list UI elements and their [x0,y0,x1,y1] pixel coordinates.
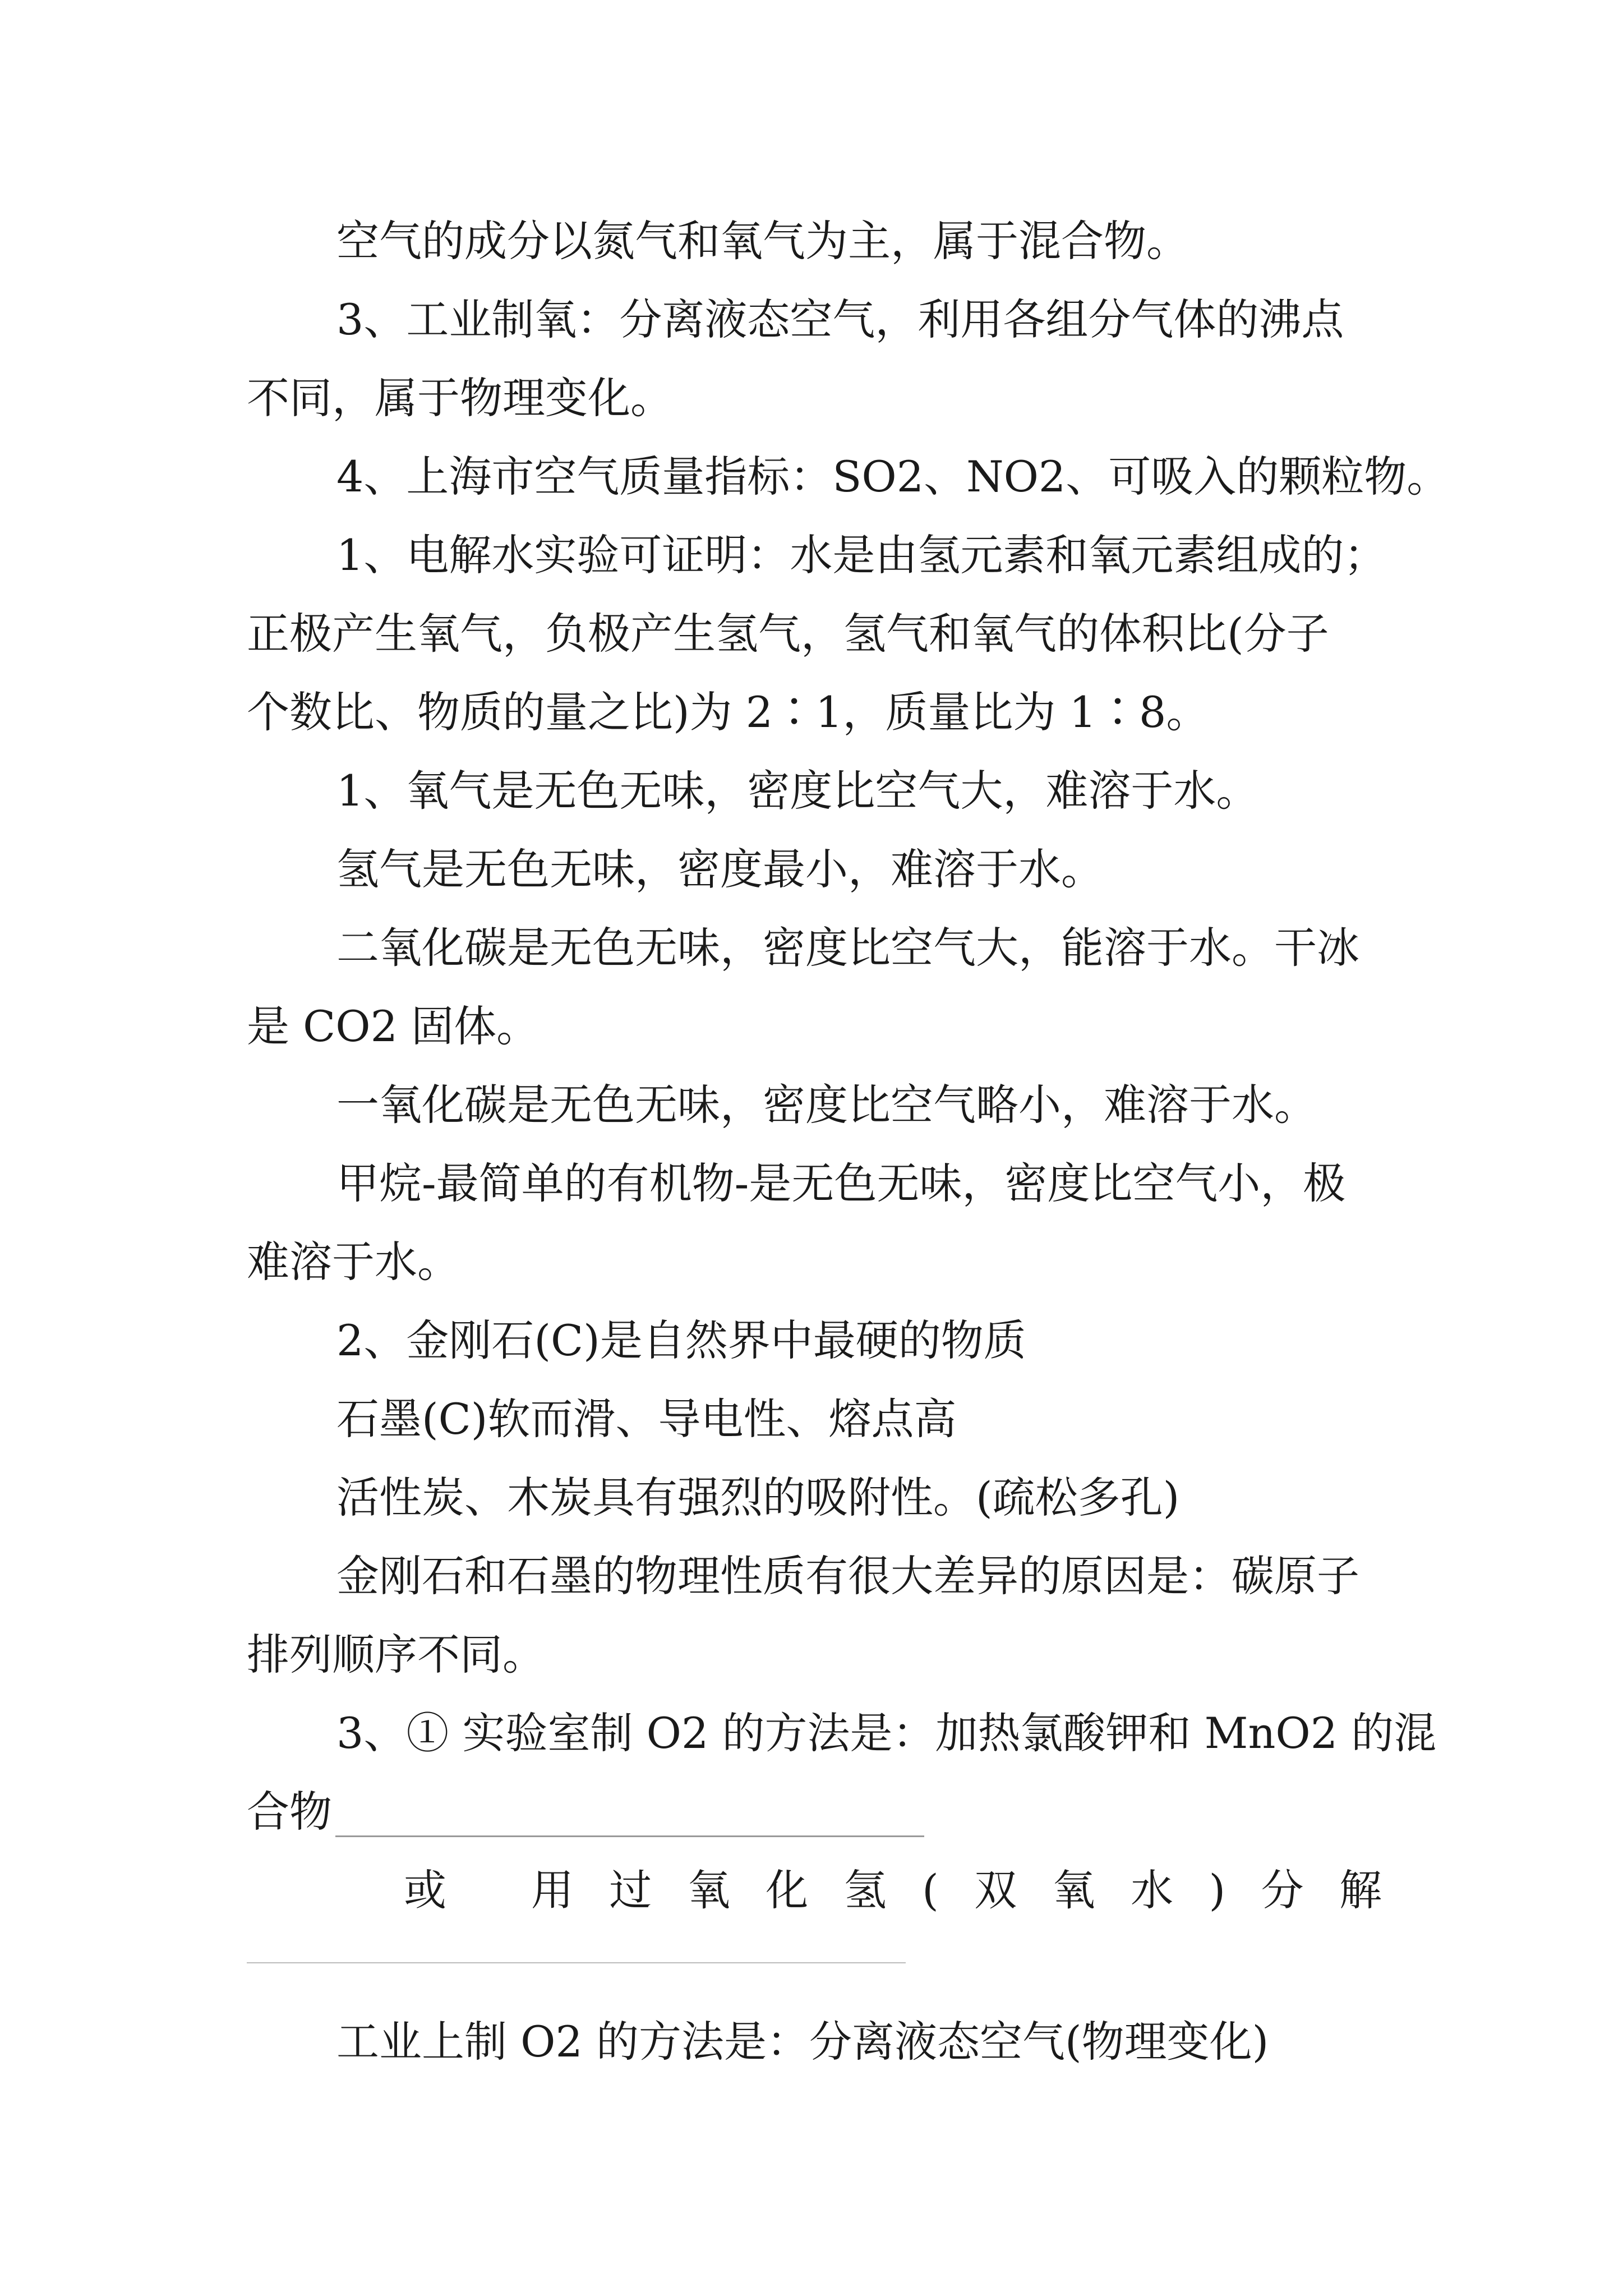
paragraph-hydrogen-properties: 氢气是无色无味，密度最小，难溶于水。 [336,844,1104,894]
paragraph-methane-line2: 难溶于水。 [247,1237,460,1287]
paragraph-hydrogen-peroxide: 或 用过氧化氢(双氧水)分解 [404,1865,1382,1915]
paragraph-industrial-oxygen-line1: 3、工业制氧：分离液态空气，利用各组分气体的沸点 [336,295,1344,344]
paragraph-oxygen-properties: 1、氧气是无色无味，密度比空气大，难溶于水。 [336,766,1259,816]
paragraph-industrial-oxygen-line2: 不同，属于物理变化。 [247,373,673,423]
paragraph-lab-oxygen-line2: 合物 [247,1787,332,1837]
fill-in-blank-line [247,1962,906,1963]
paragraph-electrolysis-line1: 1、电解水实验可证明：水是由氢元素和氧元素组成的； [336,530,1387,580]
paragraph-shanghai-air-quality: 4、上海市空气质量指标：SO2、NO2、可吸入的颗粒物。 [336,452,1450,501]
paragraph-co2-properties-line1: 二氧化碳是无色无味，密度比空气大，能溶于水。干冰 [336,923,1359,973]
fill-in-blank-line [335,1835,924,1837]
paragraph-electrolysis-line3: 个数比、物质的量之比)为 2∶1，质量比为 1∶8。 [247,687,1209,737]
paragraph-activated-carbon: 活性炭、木炭具有强烈的吸附性。(疏松多孔) [336,1473,1180,1522]
paragraph-graphite: 石墨(C)软而滑、导电性、熔点高 [336,1394,957,1444]
paragraph-air-composition: 空气的成分以氮气和氧气为主，属于混合物。 [336,216,1189,266]
paragraph-electrolysis-line2: 正极产生氧气，负极产生氢气，氢气和氧气的体积比(分子 [247,609,1329,659]
paragraph-co-properties: 一氧化碳是无色无味，密度比空气略小，难溶于水。 [336,1080,1317,1130]
paragraph-industrial-oxygen-method: 工业上制 O2 的方法是：分离液态空气(物理变化) [336,2017,1269,2067]
paragraph-lab-oxygen-line1: 3、① 实验室制 O2 的方法是：加热氯酸钾和 MnO2 的混 [336,1708,1437,1758]
paragraph-diamond: 2、金刚石(C)是自然界中最硬的物质 [336,1315,1026,1365]
paragraph-methane-line1: 甲烷-最简单的有机物-是无色无味，密度比空气小，极 [336,1158,1346,1208]
paragraph-co2-properties-line2: 是 CO2 固体。 [247,1001,540,1051]
paragraph-diamond-graphite-difference-line1: 金刚石和石墨的物理性质有很大差异的原因是：碳原子 [336,1551,1359,1601]
paragraph-diamond-graphite-difference-line2: 排列顺序不同。 [247,1630,545,1680]
